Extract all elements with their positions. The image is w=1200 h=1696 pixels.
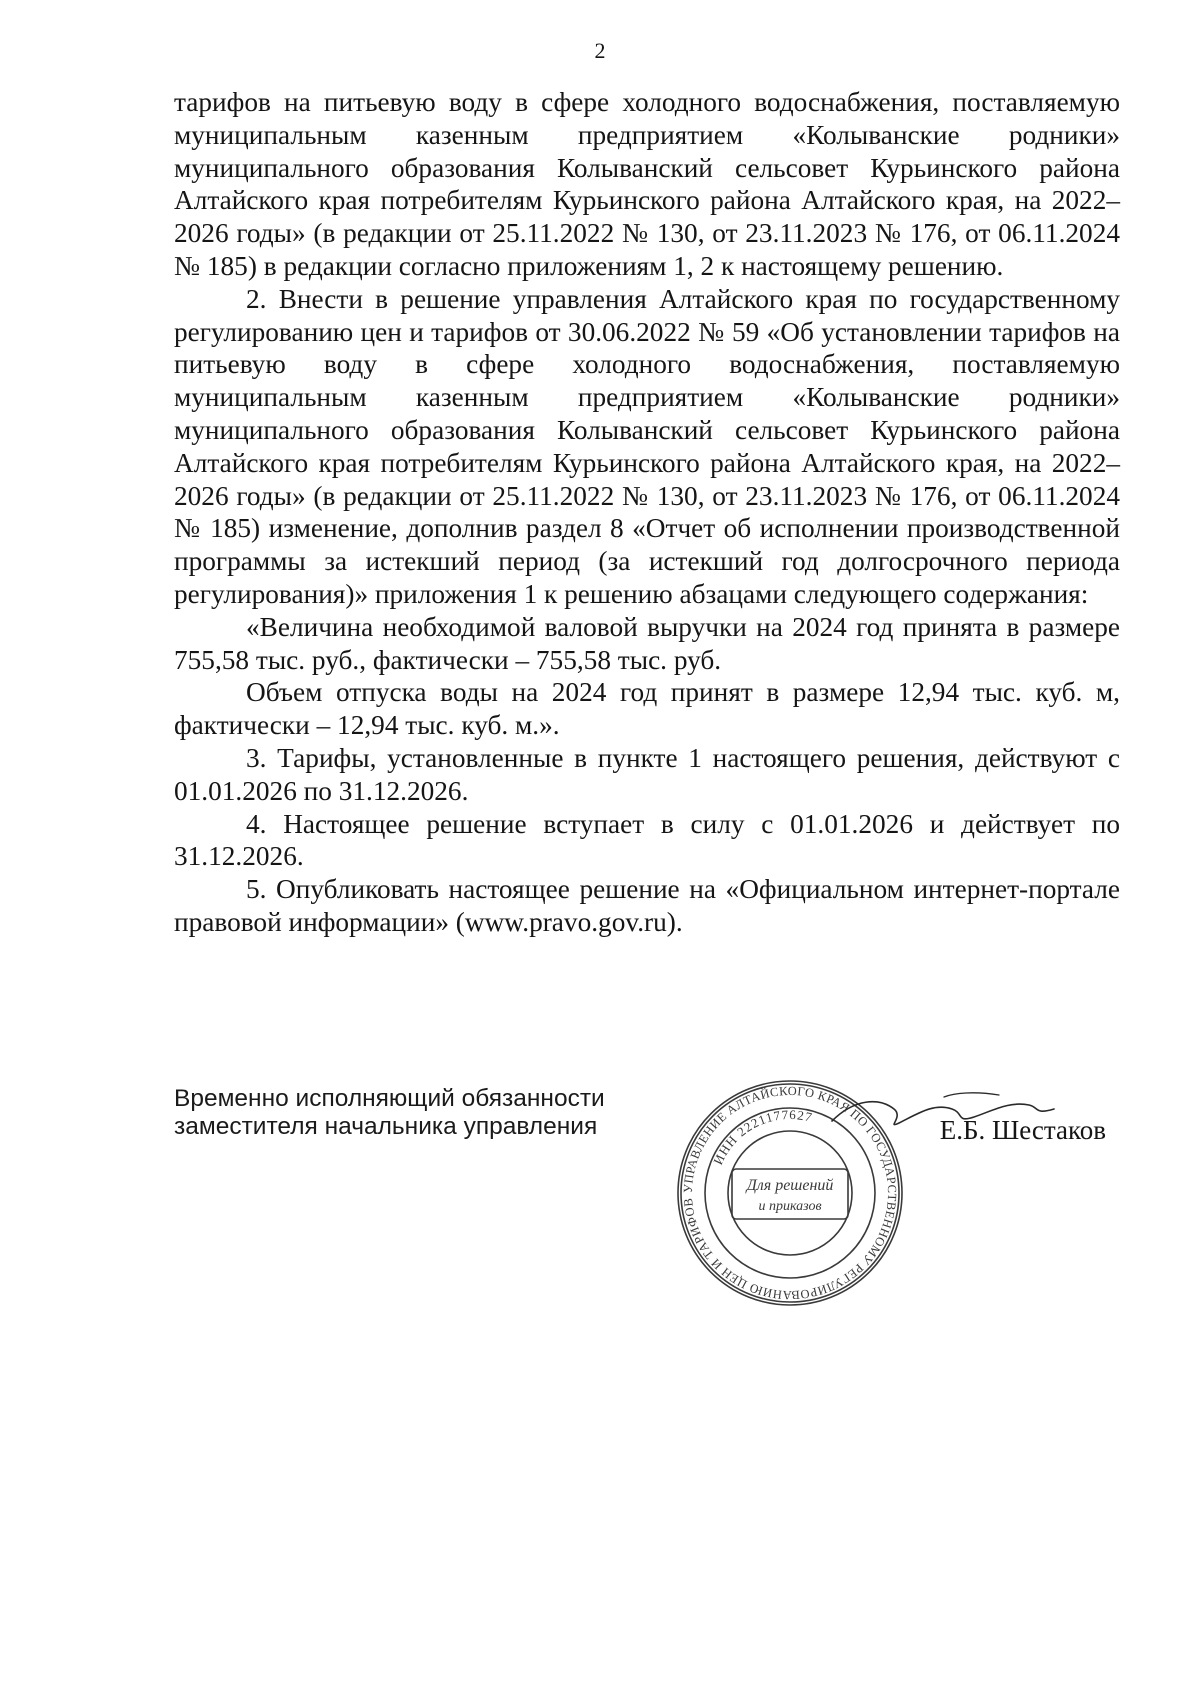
paragraph-item-4: 4. Настоящее решение вступает в силу с 01.01.2026 и действует по 31.12.2026. — [174, 808, 1120, 872]
paragraph-item-5: 5. Опубликовать настоящее решение на «Официальном интернет-портале правовой информации» (www.pravo.gov.ru). — [174, 874, 1120, 937]
seal-center-line-2: и приказов — [758, 1199, 822, 1214]
signer-title-line-2: заместителя начальника управления — [174, 1113, 598, 1140]
page-number: 2 — [594, 38, 606, 63]
signer-title-line-1: Временно исполняющий обязанности — [174, 1085, 605, 1112]
document-body — [174, 86, 1120, 939]
paragraph-item-3: 3. Тарифы, установленные в пункте 1 настоящего решения, действуют с 01.01.2026 по 31.12.2026. — [174, 742, 1120, 806]
signer-name: Е.Б. Шестаков — [939, 1115, 1106, 1145]
seal-inner-text: ИНН 2221177627 — [710, 1106, 815, 1168]
paragraph-water-volume: Объем отпуска воды на 2024 год принят в размере 12,94 тыс. куб. м, фактически – 12,94 тыс. куб. м.». — [174, 677, 1120, 741]
paragraph-revenue-quote: «Величина необходимой валовой выручки на 2024 год принята в размере 755,58 тыс. руб., фактически – 755,58 тыс. руб. — [174, 611, 1120, 675]
signature-block — [174, 1085, 1120, 1315]
seal-outer-text: УПРАВЛЕНИЕ АЛТАЙСКОГО КРАЯ ПО ГОСУДАРСТВЕННОМУ РЕГУЛИРОВАНИЮ ЦЕН И ТАРИФОВ — [680, 1083, 900, 1303]
signer-title — [174, 1085, 694, 1141]
seal-center-line-1: Для решений — [746, 1177, 834, 1194]
paragraph-continuation: тарифов на питьевую воду в сфере холодного водоснабжения, поставляемую муниципальным казенным предприятием «Колыванские родники» муниципального образования Колыванский сельсовет Курьинского района Алтайского края потребителям Курьинского района Алтайского края, на 2022–2026 годы» (в редакции от 25.11.2022 № 130, от 23.11.2023 № 176, от 06.11.2024 № 185) в редакции согласно приложениям 1, 2 к настоящему решению. — [174, 87, 1120, 281]
paragraph-item-2: 2. Внести в решение управления Алтайского края по государственному регулированию цен и тарифов от 30.06.2022 № 59 «Об установлении тарифов на питьевую воду в сфере холодного водоснабжения, поставляемую муниципальным казенным предприятием «Колыванские родники» муниципального образования Колыванский сельсовет Курьинского района Алтайского края потребителям Курьинского района Алтайского края, на 2022–2026 годы» (в редакции от 25.11.2022 № 130, от 23.11.2023 № 176, от 06.11.2024 № 185) изменение, дополнив раздел 8 «Отчет об исполнении производственной программы за истекший период (за истекший год долгосрочного периода регулирования)» приложения 1 к решению абзацами следующего содержания: — [174, 283, 1120, 609]
